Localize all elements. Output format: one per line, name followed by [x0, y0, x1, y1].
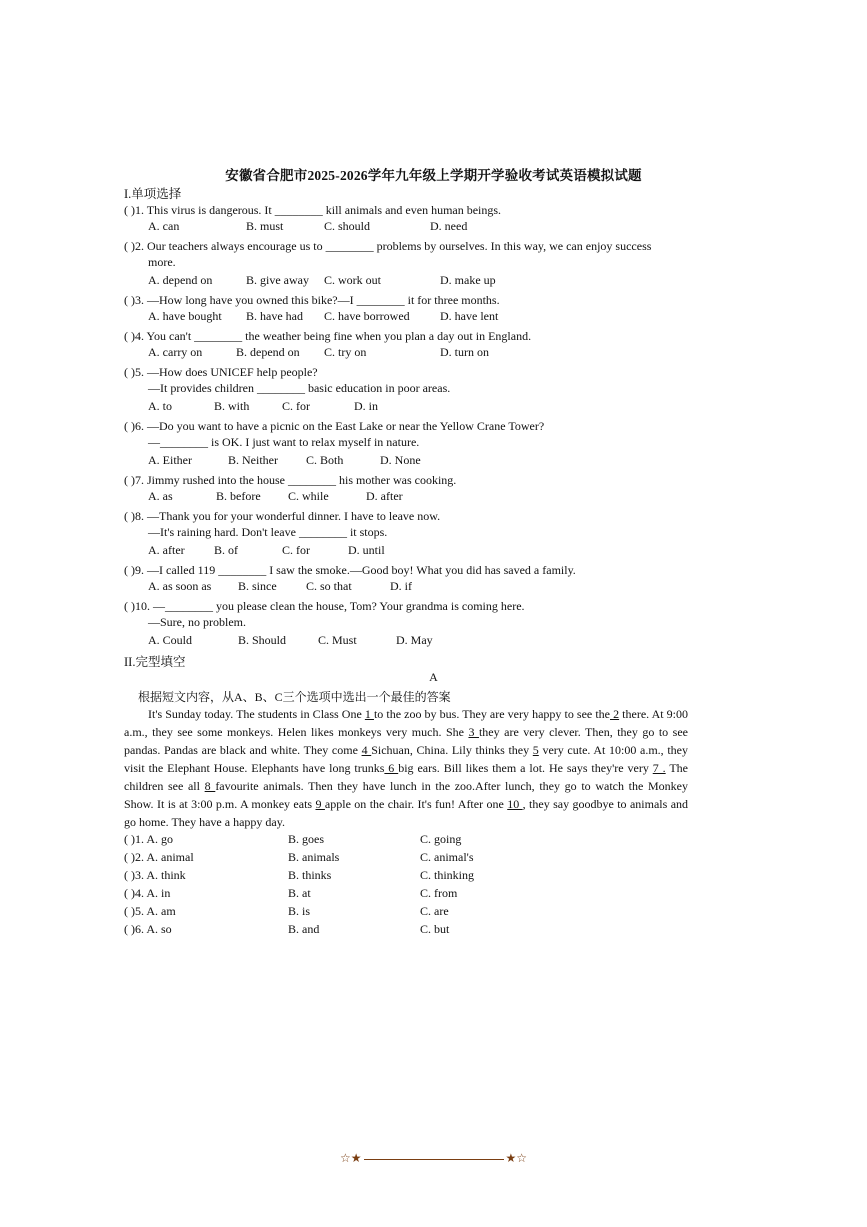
question-10: ( )10. —________ you please clean the house, Tom? Your grandma is coming here. [124, 599, 525, 613]
option-d: D. May [396, 633, 433, 647]
option-c: C. should [324, 219, 371, 233]
footer-rule [364, 1159, 504, 1160]
option-d: D. if [390, 579, 412, 593]
page-title: 安徽省合肥市2025-2026学年九年级上学期开学验收考试英语模拟试题 [225, 168, 642, 183]
option-b: B. since [238, 579, 277, 593]
cloze-item-2: ( )2. A. animal B. animals C. animal's [124, 850, 474, 864]
option-b: B. must [246, 219, 284, 233]
question-1: ( )1. This virus is dangerous. It ________ kill animals and even human beings. [124, 203, 502, 217]
blank-9: 9 [315, 797, 325, 811]
blank-10: 10 [507, 797, 523, 811]
option-c: C. have borrowed [324, 309, 410, 323]
question-9: ( )9. —I called 119 ________ I saw the smoke.—Good boy! What you did has saved a family. [124, 563, 576, 577]
option-b: B. before [216, 489, 261, 503]
question-5: ( )5. —How does UNICEF help people? [124, 365, 318, 379]
option-a: A. carry on [148, 345, 203, 359]
cloze-item-1: ( )1. A. go B. goes C. going [124, 832, 462, 846]
star-icon: ☆★ [339, 1151, 362, 1165]
section-heading-cloze: II.完型填空 [124, 655, 186, 669]
cloze-item-3: ( )3. A. think B. thinks C. thinking [124, 868, 475, 882]
option-b: B. give away [246, 273, 309, 287]
question-2: ( )2. Our teachers always encourage us to ________ problems by ourselves. In this way, we can enjoy success [124, 239, 652, 253]
option-d: D. need [430, 219, 468, 233]
option-a: A. after [148, 543, 185, 557]
option-c: C. for [282, 399, 310, 413]
option-a: A. as soon as [148, 579, 212, 593]
question-7: ( )7. Jimmy rushed into the house ________ his mother was cooking. [124, 473, 457, 487]
option-c: C. so that [306, 579, 352, 593]
option-c: C. Both [306, 453, 344, 467]
blank-4: 4 [361, 743, 372, 757]
blank-5: 5 [532, 743, 539, 757]
option-d: D. make up [440, 273, 496, 287]
option-b: B. Neither [228, 453, 278, 467]
option-b: B. have had [246, 309, 303, 323]
question-6-continuation: —________ is OK. I just want to relax myself in nature. [148, 435, 420, 449]
option-c: C. while [288, 489, 329, 503]
question-5-continuation: —It provides children ________ basic education in poor areas. [148, 381, 451, 395]
option-d: D. after [366, 489, 403, 503]
cloze-item-6: ( )6. A. so B. and C. but [124, 922, 450, 936]
option-a: A. to [148, 399, 172, 413]
blank-2: 2 [610, 707, 620, 721]
blank-8: 8 [204, 779, 216, 793]
question-2-continuation: more. [148, 255, 176, 269]
blank-6: 6 [384, 761, 399, 775]
option-d: D. None [380, 453, 421, 467]
option-c: C. work out [324, 273, 381, 287]
part-label: A [429, 670, 438, 684]
blank-7: 7 . [652, 761, 666, 775]
blank-3: 3 [468, 725, 479, 739]
cloze-instruction: 根据短文内容，从A、B、C三个选项中选出一个最佳的答案 [138, 690, 451, 704]
section-heading-single-choice: I.单项选择 [124, 187, 182, 201]
option-a: A. Either [148, 453, 192, 467]
cloze-item-5: ( )5. A. am B. is C. are [124, 904, 449, 918]
option-c: C. for [282, 543, 310, 557]
question-10-continuation: —Sure, no problem. [148, 615, 246, 629]
option-c: C. try on [324, 345, 367, 359]
question-8-continuation: —It's raining hard. Don't leave ________ it stops. [148, 525, 388, 539]
question-4: ( )4. You can't ________ the weather being fine when you plan a day out in England. [124, 329, 532, 343]
question-3: ( )3. —How long have you owned this bike?—I ________ it for three months. [124, 293, 500, 307]
option-a: A. can [148, 219, 180, 233]
option-b: B. of [214, 543, 238, 557]
option-c: C. Must [318, 633, 357, 647]
option-a: A. depend on [148, 273, 213, 287]
option-a: A. Could [148, 633, 193, 647]
option-a: A. as [148, 489, 173, 503]
question-6: ( )6. —Do you want to have a picnic on the East Lake or near the Yellow Crane Tower? [124, 419, 545, 433]
option-d: D. have lent [440, 309, 499, 323]
blank-1: 1 [364, 707, 374, 721]
cloze-item-4: ( )4. A. in B. at C. from [124, 886, 458, 900]
option-b: B. depend on [236, 345, 300, 359]
footer-decoration [0, 1151, 867, 1166]
option-d: D. turn on [440, 345, 489, 359]
option-d: D. until [348, 543, 385, 557]
option-b: B. with [214, 399, 250, 413]
question-8: ( )8. —Thank you for your wonderful dinner. I have to leave now. [124, 509, 441, 523]
option-a: A. have bought [148, 309, 222, 323]
star-icon: ★☆ [505, 1151, 528, 1165]
option-d: D. in [354, 399, 378, 413]
option-b: B. Should [238, 633, 287, 647]
cloze-passage: It's Sunday today. The students in Class One 1 to the zoo by bus. They are very happy to see the 2 there. At 9:00 a.m., they see some monkeys. Helen likes monkeys very much. She 3 they are very clever. Then, they go to see pandas. Pandas are black and white. They come 4 Sichuan, China. Lily thinks they 5 very cute. At 10:00 a.m., they visit the Elephant House. Elephants have long trunks 6 big ears. Bill likes them a lot. He says they're very 7 . The children see all 8 favourite animals. Then they have lunch in the zoo.After lunch, they go to watch the Monkey Show. It is at 3:00 p.m. A monkey eats 9 apple on the chair. It's fun! After one 10 , they say goodbye to animals and go home. They have a happy day. [124, 707, 689, 829]
